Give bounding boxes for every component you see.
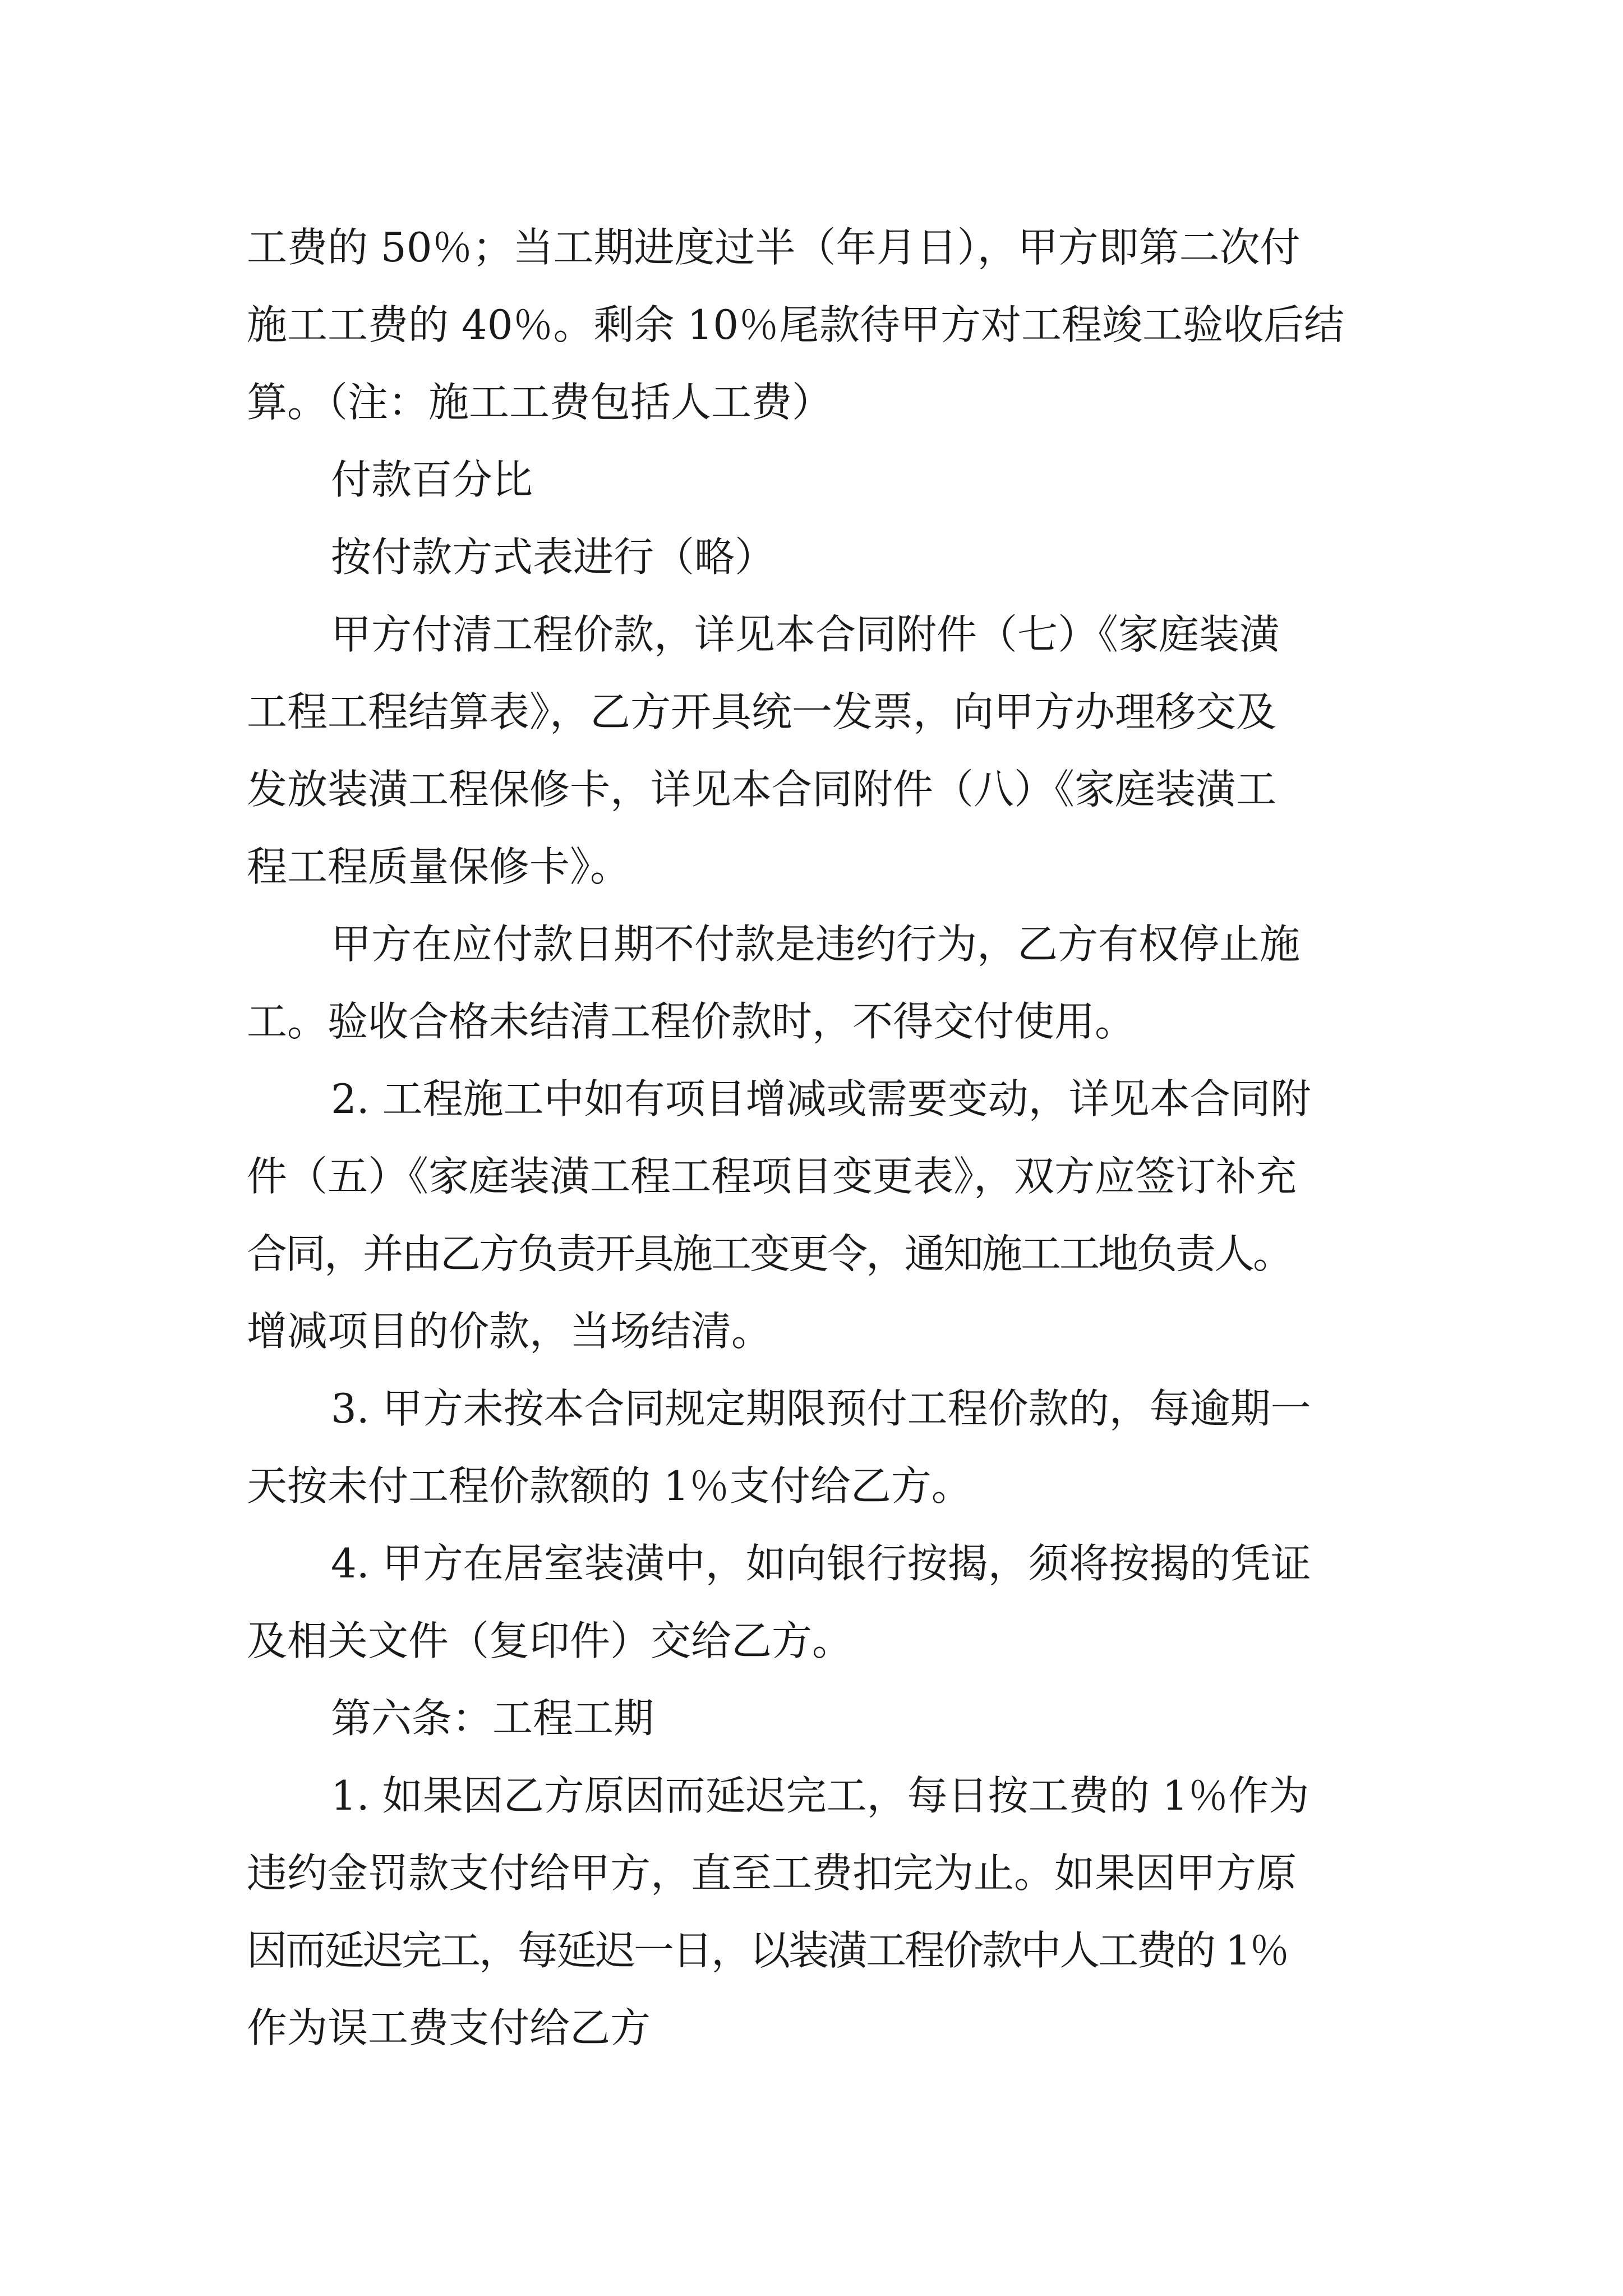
body-line: 工费的 50％；当工期进度过半（年月日），甲方即第二次付 (247, 224, 1301, 271)
numbered-item: 3. 甲方未按本合同规定期限预付工程价款的，每逾期一 (331, 1385, 1311, 1432)
body-line: 因而延迟完工，每延迟一日，以装潢工程价款中人工费的 1％ (247, 1927, 1288, 1974)
body-line: 甲方在应付款日期不付款是违约行为，乙方有权停止施 (331, 921, 1301, 968)
body-line: 甲方付清工程价款，详见本合同附件（七）《家庭装潢 (331, 611, 1280, 658)
body-line: 增减项目的价款，当场结清。 (247, 1308, 772, 1355)
body-line: 合同，并由乙方负责开具施工变更令，通知施工工地负责人。 (247, 1230, 1292, 1277)
article-heading: 第六条：工程工期 (331, 1695, 654, 1742)
body-line: 工。验收合格未结清工程价款时，不得交付使用。 (247, 998, 1136, 1045)
body-line: 按付款方式表进行（略） (331, 533, 776, 581)
body-line: 算。（注：施工工费包括人工费） (247, 379, 833, 426)
numbered-item: 2. 工程施工中如有项目增减或需要变动，详见本合同附 (331, 1075, 1311, 1122)
numbered-item: 4. 甲方在居室装潢中，如向银行按揭，须将按揭的凭证 (331, 1540, 1311, 1587)
section-heading: 付款百分比 (331, 456, 533, 503)
body-line: 施工工费的 40％。剩余 10％尾款待甲方对工程竣工验收后结 (247, 301, 1345, 348)
numbered-item: 1. 如果因乙方原因而延迟完工，每日按工费的 1％作为 (331, 1772, 1310, 1819)
body-line: 程工程质量保修卡》。 (247, 843, 631, 890)
document-body (247, 209, 1427, 2067)
body-line: 件（五）《家庭装潢工程工程项目变更表》，双方应签订补充 (247, 1153, 1297, 1200)
body-line: 发放装潢工程保修卡，详见本合同附件（八）《家庭装潢工 (247, 766, 1277, 813)
body-line: 及相关文件（复印件）交给乙方。 (247, 1617, 853, 1664)
body-line: 作为误工费支付给乙方 (247, 2004, 651, 2051)
body-line: 工程工程结算表》，乙方开具统一发票，向甲方办理移交及 (247, 688, 1277, 735)
body-line: 违约金罚款支付给甲方，直至工费扣完为止。如果因甲方原 (247, 1849, 1297, 1897)
body-line: 天按未付工程价款额的 1％支付给乙方。 (247, 1462, 972, 1510)
